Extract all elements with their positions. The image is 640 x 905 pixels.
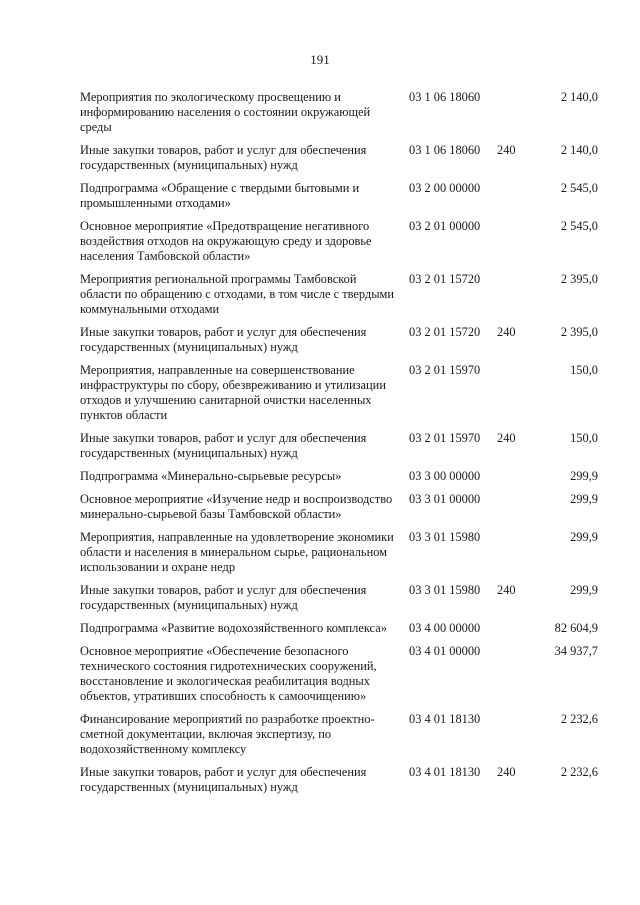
- table-row: [0, 219, 640, 264]
- table-row: [0, 90, 640, 135]
- row-code: 03 2 01 15720: [409, 325, 481, 339]
- page-number: 191: [310, 52, 330, 67]
- row-description: Подпрограмма «Минерально-сырьевые ресурсы»: [80, 469, 342, 483]
- row-expense-type: 240: [497, 431, 516, 445]
- table-row: [0, 583, 640, 613]
- row-amount: 150,0: [570, 431, 598, 445]
- row-description: Мероприятия региональной программы Тамбовской области по обращению с отходами, в том числе с твердыми коммунальными отходами: [80, 272, 395, 316]
- row-amount: 2 232,6: [560, 765, 598, 779]
- row-code: 03 4 01 18130: [409, 712, 481, 726]
- row-description: Основное мероприятие «Обеспечение безопасного технического состояния гидротехнических сооружений, восстановление и экологическая реабилитация водных объектов, утративших способность к самоочищению»: [80, 644, 377, 703]
- row-amount: 2 140,0: [560, 90, 598, 104]
- row-code: 03 3 01 15980: [409, 583, 481, 597]
- row-code: 03 2 01 15970: [409, 363, 481, 377]
- table-row: [0, 431, 640, 461]
- row-code: 03 1 06 18060: [409, 90, 481, 104]
- row-description: Мероприятия по экологическому просвещению и информированию населения о состоянии окружающей среды: [80, 90, 371, 134]
- row-amount: 82 604,9: [554, 621, 598, 635]
- row-expense-type: 240: [497, 765, 516, 779]
- row-code: 03 3 01 00000: [409, 492, 481, 506]
- row-amount: 299,9: [570, 492, 598, 506]
- table-row: [0, 325, 640, 355]
- row-amount: 2 140,0: [560, 143, 598, 157]
- row-amount: 2 395,0: [560, 272, 598, 286]
- row-amount: 2 395,0: [560, 325, 598, 339]
- row-expense-type: 240: [497, 143, 516, 157]
- row-code: 03 2 01 15720: [409, 272, 481, 286]
- row-description: Иные закупки товаров, работ и услуг для обеспечения государственных (муниципальных) нужд: [80, 325, 367, 354]
- table-row: [0, 143, 640, 173]
- row-amount: 299,9: [570, 469, 598, 483]
- row-code: 03 2 00 00000: [409, 181, 481, 195]
- row-code: 03 4 00 00000: [409, 621, 481, 635]
- row-amount: 299,9: [570, 583, 598, 597]
- table-row: [0, 469, 640, 484]
- row-description: Подпрограмма «Обращение с твердыми бытовыми и промышленными отходами»: [80, 181, 360, 210]
- row-code: 03 2 01 15970: [409, 431, 481, 445]
- row-description: Подпрограмма «Развитие водохозяйственного комплекса»: [80, 621, 387, 635]
- table-row: [0, 530, 640, 575]
- row-expense-type: 240: [497, 325, 516, 339]
- row-description: Иные закупки товаров, работ и услуг для обеспечения государственных (муниципальных) нужд: [80, 143, 367, 172]
- row-amount: 299,9: [570, 530, 598, 544]
- table-row: [0, 765, 640, 795]
- row-description: Основное мероприятие «Изучение недр и воспроизводство минерально-сырьевой базы Тамбовской области»: [80, 492, 393, 521]
- row-code: 03 4 01 18130: [409, 765, 481, 779]
- row-code: 03 3 01 15980: [409, 530, 481, 544]
- table-row: [0, 272, 640, 317]
- row-description: Основное мероприятие «Предотвращение негативного воздействия отходов на окружающую среду и здоровье населения Тамбовской области»: [80, 219, 372, 263]
- table-row: [0, 363, 640, 423]
- row-amount: 150,0: [570, 363, 598, 377]
- row-description: Иные закупки товаров, работ и услуг для обеспечения государственных (муниципальных) нужд: [80, 431, 367, 460]
- row-description: Иные закупки товаров, работ и услуг для обеспечения государственных (муниципальных) нужд: [80, 765, 367, 794]
- table-row: [0, 492, 640, 522]
- row-code: 03 1 06 18060: [409, 143, 481, 157]
- row-code: 03 3 00 00000: [409, 469, 481, 483]
- row-description: Иные закупки товаров, работ и услуг для обеспечения государственных (муниципальных) нужд: [80, 583, 367, 612]
- row-expense-type: 240: [497, 583, 516, 597]
- table-row: [0, 712, 640, 757]
- table-row: [0, 181, 640, 211]
- row-amount: 34 937,7: [554, 644, 598, 658]
- row-description: Мероприятия, направленные на удовлетворение экономики области и населения в минеральном сырье, рациональном использовании и охране недр: [80, 530, 394, 574]
- row-amount: 2 545,0: [560, 219, 598, 233]
- row-code: 03 4 01 00000: [409, 644, 481, 658]
- budget-table: [0, 90, 640, 803]
- row-amount: 2 232,6: [560, 712, 598, 726]
- row-description: Мероприятия, направленные на совершенствование инфраструктуры по сбору, обезвреживанию и утилизации отходов и улучшению санитарной очистки населенных пунктов области: [80, 363, 386, 422]
- table-row: [0, 644, 640, 704]
- row-description: Финансирование мероприятий по разработке проектно-сметной документации, включая экспертизу, по водохозяйственному комплексу: [80, 712, 375, 756]
- row-amount: 2 545,0: [560, 181, 598, 195]
- table-row: [0, 621, 640, 636]
- row-code: 03 2 01 00000: [409, 219, 481, 233]
